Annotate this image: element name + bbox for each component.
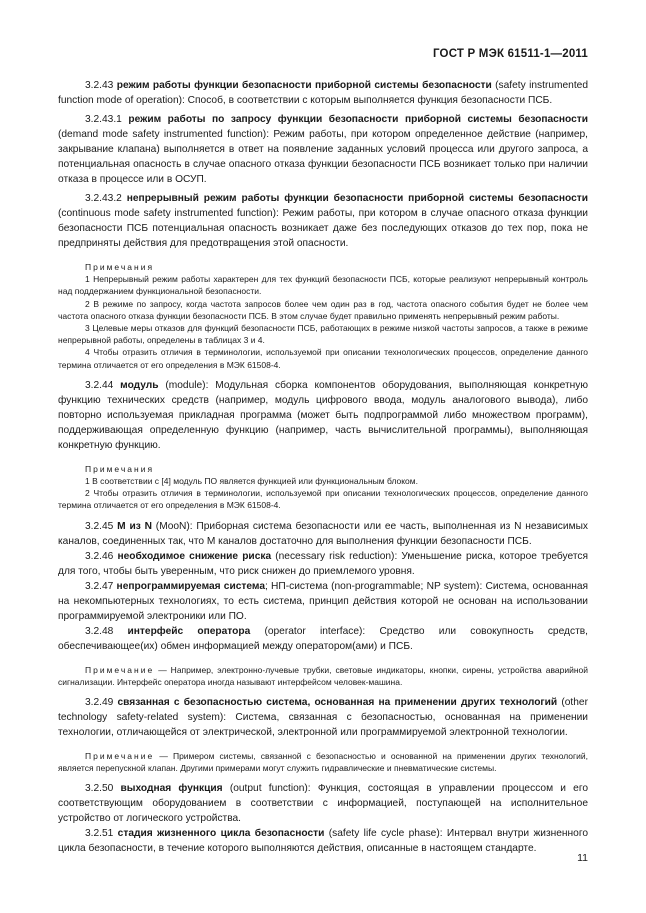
- note-heading: Примечание: [85, 751, 155, 762]
- notes-heading: Примечания: [85, 463, 155, 474]
- note-item: Примечание — Примером системы, связанной с безопасностью и основанной на применении других технологий, является перепускной клапан. Другими примерами могут служить гидравлические и пневматические системы.: [58, 751, 588, 774]
- term-title: M из N: [117, 520, 152, 532]
- term-title: модуль: [120, 379, 159, 391]
- page-number: 11: [577, 852, 588, 864]
- term-3-2-43-1: 3.2.43.1 режим работы по запросу функции безопасности приборной системы безопасности (demand mode safety instrumented function): Режим работы, при котором определенное действие (например, закрывание клапана) выполняется в ответ на появление заданных условий процесса или другого запроса, а потенциальная опасность в случае опасного отказа функции безопасности ПСБ возникает только при наличии отказа в процессе или в ОСУП.: [58, 114, 588, 185]
- note-item: 2 Чтобы отразить отличия в терминологии, используемой при описании технологических процессов, определение данного термина отличается от его определения в МЭК 61508-4.: [58, 488, 588, 511]
- note-item: 4 Чтобы отразить отличия в терминологии, используемой при описании технологических процессов, определение данного термина отличается от его определения в МЭК 61508-4.: [58, 347, 588, 370]
- notes-heading: Примечания: [85, 262, 155, 272]
- notes-block-2: [58, 463, 588, 512]
- term-title: режим работы по запросу функции безопасности приборной системы безопасности: [128, 114, 588, 125]
- term-title: режим работы функции безопасности приборной системы безопасности: [116, 80, 492, 91]
- term-3-2-44: 3.2.44 модуль (module): Модульная сборка компонентов оборудования, выполняющая конкретную функцию технических средств (например, модуль цифрового ввода, модуль аналогового вывода), либо повторно используемая прикладная программа (может быть подпрограммой либо множеством программ), поддерживающая определенную функцию (например, часть вычислительной программы), выполняющая конкретную функцию.: [58, 379, 588, 451]
- notes-block-1: [58, 261, 588, 371]
- term-3-2-49: 3.2.49 связанная с безопасностью система, основанная на применении других технологий (other technology safety-related system): Система, связанная с безопасностью, основанная на применении технологии, отличающейся от электрической, электронной или программируемой электронной технологии.: [58, 697, 588, 739]
- term-3-2-46: 3.2.46 необходимое снижение риска (necessary risk reduction): Уменьшение риска, которое требуется для того, чтобы быть уверенным, что риск снижен до приемлемого уровня.: [58, 550, 588, 577]
- note-block-3: [58, 664, 588, 688]
- term-3-2-43-2: 3.2.43.2 непрерывный режим работы функции безопасности приборной системы безопасности (continuous mode safety instrumented function): Режим работы, при котором в случае опасного отказа функции безопасности ПСБ потенциальная опасность возникает даже без последующих отказов до тех пор, пока не предприняты действия для предотвращения этой опасности.: [58, 193, 588, 249]
- term-title: интерфейс оператора: [127, 625, 251, 637]
- term-3-2-48: 3.2.48 интерфейс оператора (operator interface): Средство или совокупность средств, обеспечивающее(их) обмен информацией между оператором(ами) и ПСБ.: [58, 625, 588, 652]
- term-title: непрограммируемая система: [116, 580, 265, 592]
- note-item: 2 В режиме по запросу, когда частота запросов более чем один раз в год, частота опасного события будет не более чем частота опасного отказа функции безопасности ПСБ. В этом случае будет правильно применять непрерывный режим работы.: [58, 298, 588, 321]
- term-title: выходная функция: [120, 783, 223, 795]
- term-title: непрерывный режим работы функции безопасности приборной системы безопасности: [126, 193, 588, 204]
- note-item: 1 В соответствии с [4] модуль ПО является функцией или функциональным блоком.: [85, 476, 418, 487]
- term-3-2-50: 3.2.50 выходная функция (output function): Функция, состоящая в управлении процессом и его соответствующим оборудованием в соответствии с информацией, поступающей на исполнительное устройство от логического устройства.: [58, 783, 588, 825]
- term-title: необходимое снижение риска: [117, 550, 272, 562]
- note-item: Примечание — Например, электронно-лучевые трубки, световые индикаторы, кнопки, сирены, устройства аварийной сигнализации. Интерфейс оператора иногда называют интерфейсом человек-машина.: [58, 664, 588, 687]
- note-heading: Примечание: [85, 664, 155, 675]
- term-3-2-47: 3.2.47 непрограммируемая система; НП-система (non-programmable; NP system): Система, основанная на некомпьютерных технологиях, то есть система, принцип действия которой не основан на использовании программируемой электроники или ПО.: [58, 580, 589, 622]
- term-title: связанная с безопасностью система, основанная на применении других технологий: [117, 697, 558, 709]
- term-3-2-51: 3.2.51 стадия жизненного цикла безопасности (safety life cycle phase): Интервал внутри жизненного цикла безопасности, в течение которого выполняются действия, описанные в настоящем стандарте.: [58, 828, 589, 855]
- term-title: стадия жизненного цикла безопасности: [117, 828, 325, 840]
- term-3-2-43: 3.2.43 режим работы функции безопасности приборной системы безопасности (safety instrumented function mode of operation): Способ, в соответствии с которым выполняется функция безопасности ПСБ.: [58, 80, 588, 106]
- note-block-4: [58, 750, 588, 774]
- term-3-2-45: 3.2.45 M из N (MooN): Приборная система безопасности или ее часть, выполненная из N независимых каналов, соединенных так, что M каналов достаточно для выполнения функции безопасности ПСБ.: [58, 520, 588, 547]
- document-header: ГОСТ Р МЭК 61511-1—2011: [432, 48, 588, 60]
- page-content: [58, 78, 588, 856]
- note-item: 1 Непрерывный режим работы характерен для тех функций безопасности ПСБ, которые реализуют непрерывный контроль над поддержанием функциональной безопасности.: [58, 274, 588, 297]
- note-item: 3 Целевые меры отказов для функций безопасности ПСБ, работающих в режиме низкой частоты запросов, а также в режиме непрерывной работы, определены в таблицах 3 и 4.: [58, 323, 588, 346]
